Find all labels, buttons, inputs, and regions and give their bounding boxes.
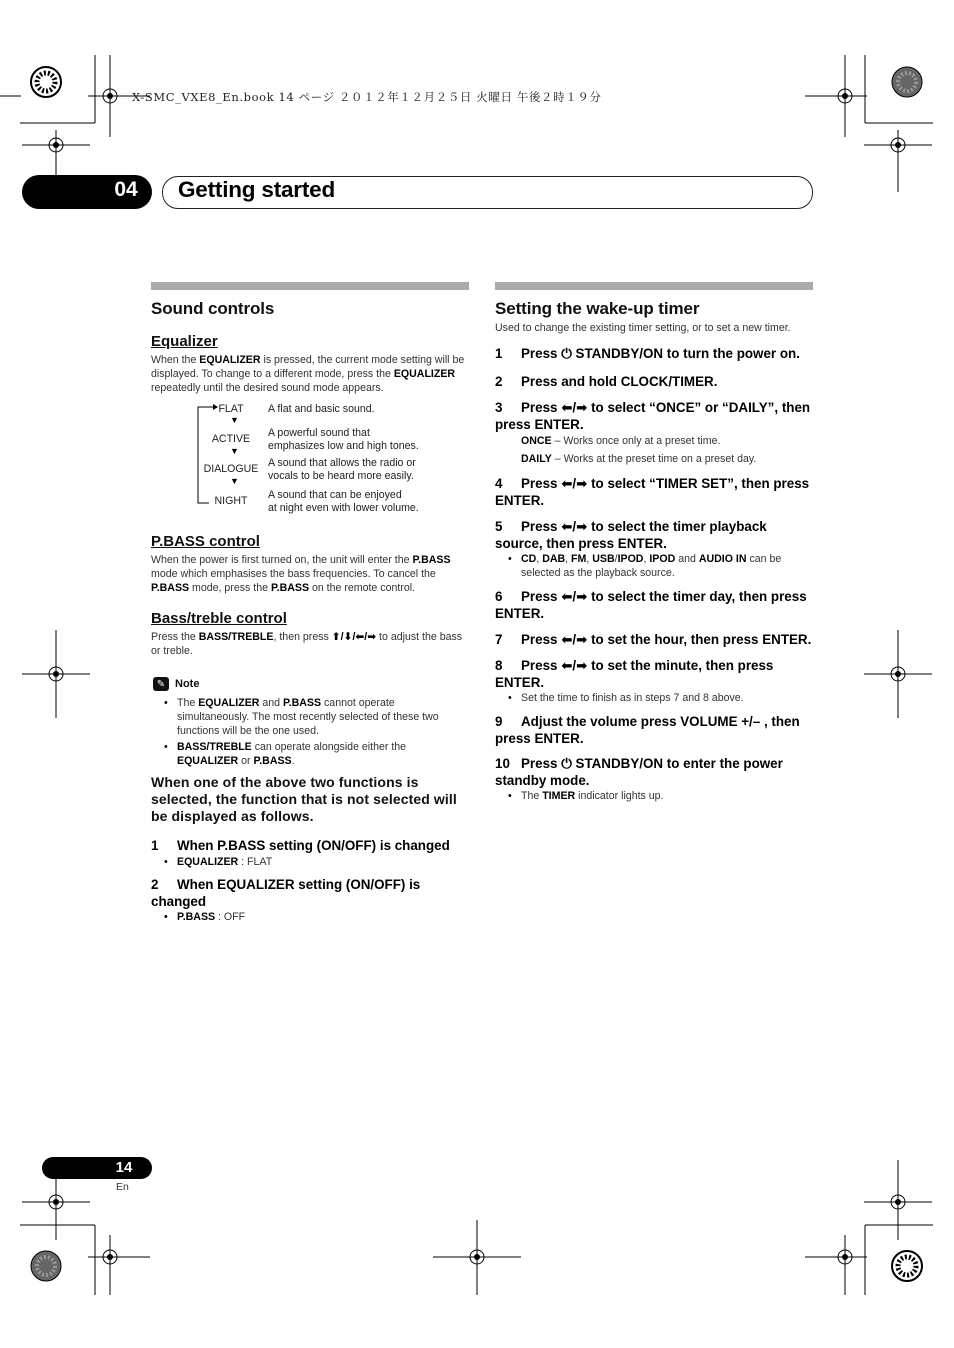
left-column: [151, 282, 469, 926]
equalizer-body: When the EQUALIZER is pressed, the current mode setting will be displayed. To change to a different mode, press the EQUALIZER repeatedly until the desired sound mode appears.: [151, 354, 465, 394]
chapter-number: 04: [114, 178, 138, 201]
note-item: • The EQUALIZER and P.BASS cannot operate simultaneously. The most recently selected of these two functions will be the one used.: [177, 696, 469, 738]
section-title-wake-up-timer: Setting the wake-up timer: [495, 299, 700, 318]
note-header: [153, 677, 469, 691]
timer-step-7: 7 Press ⬅/➡ to set the hour, then press ENTER.: [495, 632, 812, 647]
equalizer-mode-cycle: [151, 403, 469, 517]
down-arrow-icon: ▼: [230, 446, 239, 456]
mode-dialogue-desc: A sound that allows the radio or vocals to be heard more easily.: [268, 457, 416, 482]
chapter-title: Getting started: [178, 177, 336, 202]
pbass-body: When the power is first turned on, the unit will enter the P.BASS mode which emphasises the bass frequencies. To cancel the P.BASS mode, press the P.BASS on the remote control.: [151, 554, 451, 594]
timer-step-4: 4 Press ⬅/➡ to select “TIMER SET”, then press ENTER.: [495, 476, 810, 508]
timer-step-6: 6 Press ⬅/➡ to select the timer day, then press ENTER.: [495, 589, 807, 621]
note-label: Note: [175, 678, 200, 690]
timer-step-8-sub: • Set the time to finish as in steps 7 and 8 above.: [495, 691, 813, 705]
timer-step-9: 9 Adjust the volume press VOLUME +/– , then press ENTER.: [495, 714, 800, 746]
timer-step-2: 2 Press and hold CLOCK/TIMER.: [495, 374, 718, 389]
mode-active-desc: A powerful sound that emphasizes low and high tones.: [268, 427, 419, 452]
arrow-keys-icon: ⬆/⬇/⬅/➡: [331, 631, 377, 643]
timer-step-3-daily: DAILY – Works at the preset time on a preset day.: [521, 453, 757, 465]
section-title-sound-controls: Sound controls: [151, 299, 275, 318]
mode-flat-desc: A flat and basic sound.: [268, 403, 375, 415]
left-step-1: 1 When P.BASS setting (ON/OFF) is changed: [151, 838, 450, 853]
heading-pbass: P.BASS control: [151, 533, 260, 550]
timer-step-1: 1 Press ⏻ STANDBY/ON to turn the power on.: [495, 346, 800, 361]
section-bar: [151, 282, 469, 290]
when-heading: When one of the above two functions is selected, the function that is not selected will be displayed as follows.: [151, 774, 457, 824]
timer-step-10-sub: • The TIMER indicator lights up.: [495, 789, 813, 803]
timer-step-3-once: ONCE – Works once only at a preset time.: [521, 435, 721, 447]
section-bar: [495, 282, 813, 290]
mode-flat: FLAT: [218, 403, 244, 415]
mode-dialogue: DIALOGUE: [203, 463, 259, 475]
mode-night-desc: A sound that can be enjoyed at night even with lower volume.: [268, 489, 419, 514]
right-column: [495, 282, 813, 805]
down-arrow-icon: ▼: [230, 415, 239, 425]
timer-step-8: 8 Press ⬅/➡ to set the minute, then press ENTER.: [495, 658, 774, 690]
left-step-2: 2 When EQUALIZER setting (ON/OFF) is changed: [151, 877, 421, 909]
page-number: 14: [115, 1159, 133, 1176]
left-step-1-sub: • EQUALIZER : FLAT: [151, 855, 469, 869]
timer-step-10: 10 Press ⏻ STANDBY/ON to enter the power standby mode.: [495, 756, 783, 788]
pencil-icon: ✎: [153, 677, 169, 691]
heading-equalizer: Equalizer: [151, 333, 218, 350]
bass-treble-body: Press the BASS/TREBLE, then press ⬆/⬇/⬅/➡ to adjust the bass or treble.: [151, 631, 463, 657]
note-list: [151, 696, 469, 768]
page-language: En: [116, 1181, 129, 1193]
timer-step-5-sub: • CD, DAB, FM, USB/IPOD, IPOD and AUDIO IN can be selected as the playback source.: [495, 552, 813, 580]
left-step-2-sub: • P.BASS : OFF: [151, 910, 469, 924]
print-info-line: X-SMC_VXE8_En.book 14 ページ ２０１２年１２月２５日 火曜日 午後２時１９分: [132, 90, 602, 104]
timer-step-3: 3 Press ⬅/➡ to select “ONCE” or “DAILY”, then press ENTER.: [495, 400, 811, 432]
mode-active: ACTIVE: [211, 433, 251, 445]
timer-step-5: 5 Press ⬅/➡ to select the timer playback source, then press ENTER.: [495, 519, 767, 551]
timer-intro: Used to change the existing timer setting, or to set a new timer.: [495, 322, 791, 334]
mode-night: NIGHT: [214, 495, 248, 507]
heading-bass-treble: Bass/treble control: [151, 610, 287, 627]
down-arrow-icon: ▼: [230, 476, 239, 486]
note-item: • BASS/TREBLE can operate alongside either the EQUALIZER or P.BASS.: [177, 740, 469, 768]
